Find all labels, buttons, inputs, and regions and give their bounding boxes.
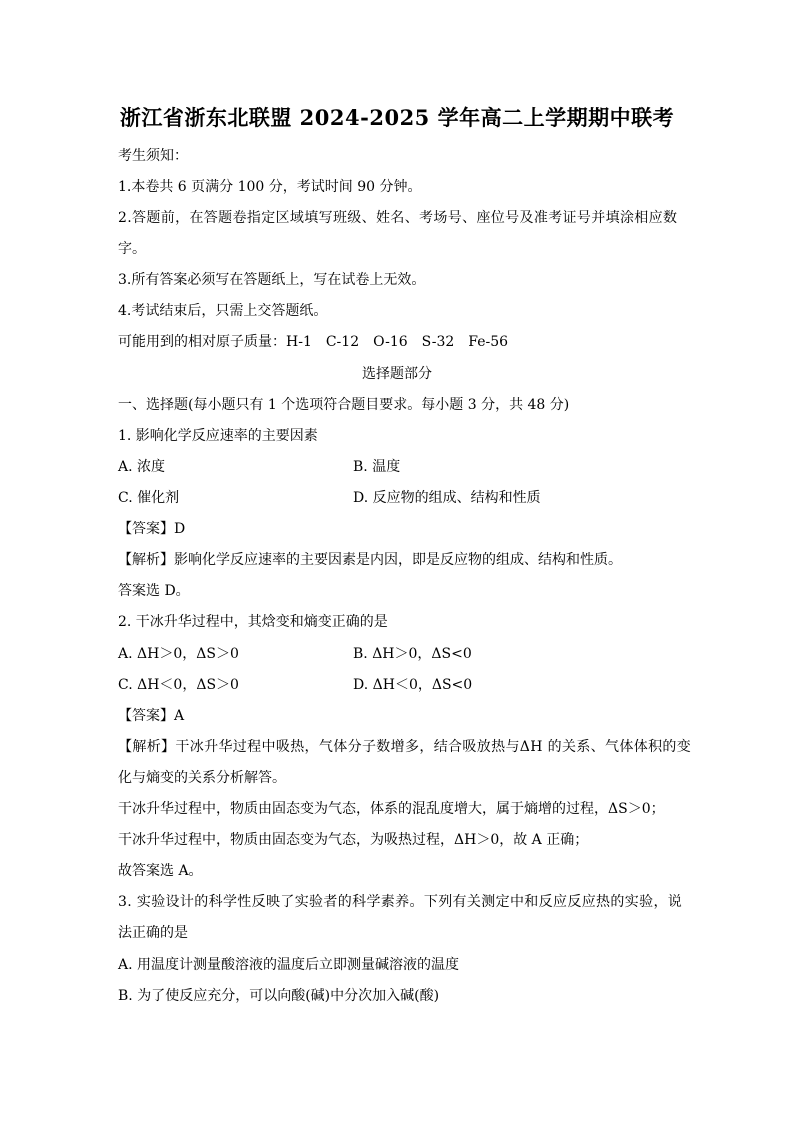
part-heading: 一、选择题(每小题只有 1 个选项符合题目要求。每小题 3 分，共 48 分): [118, 397, 570, 413]
q2-option-c: C. ΔH＜0，ΔS＞0: [118, 677, 239, 693]
q2-analysis-line-2: 化与熵变的关系分析解答。: [118, 770, 286, 786]
atomic-mass-line: 可能用到的相对原子质量：H-1 C-12 O-16 S-32 Fe-56: [118, 334, 509, 350]
notice-heading: 考生须知：: [118, 148, 188, 164]
q1-answer: 【答案】D: [118, 521, 186, 537]
q2-option-a: A. ΔH＞0，ΔS＞0: [118, 646, 239, 662]
notice-item-4: 4.考试结束后，只需上交答题纸。: [118, 303, 328, 319]
q3-option-a: A. 用温度计测量酸溶液的温度后立即测量碱溶液的温度: [118, 957, 460, 973]
notice-item-2-line-2: 字。: [118, 241, 146, 257]
q1-conclusion: 答案选 D。: [118, 583, 190, 599]
q2-conclusion: 故答案选 A。: [118, 863, 203, 879]
q1-stem: 1. 影响化学反应速率的主要因素: [118, 428, 318, 444]
exam-title: 浙江省浙东北联盟 2024-2025 学年高二上学期期中联考: [119, 105, 675, 130]
q3-stem-line-1: 3. 实验设计的科学性反映了实验者的科学素养。下列有关测定中和反应反应热的实验，说: [118, 894, 683, 910]
q1-option-c: C. 催化剂: [118, 490, 180, 506]
q3-option-b: B. 为了使反应充分，可以向酸(碱)中分次加入碱(酸): [118, 988, 440, 1004]
notice-item-3: 3.所有答案必须写在答题纸上，写在试卷上无效。: [118, 272, 426, 288]
notice-item-1: 1.本卷共 6 页满分 100 分，考试时间 90 分钟。: [118, 179, 422, 195]
q1-option-d: D. 反应物的组成、结构和性质: [353, 490, 541, 506]
notice-item-2-line-1: 2.答题前，在答题卷指定区域填写班级、姓名、考场号、座位号及准考证号并填涂相应数: [118, 210, 678, 226]
section-title: 选择题部分: [362, 366, 432, 382]
q1-option-a: A. 浓度: [118, 459, 166, 475]
q1-analysis: 【解析】影响化学反应速率的主要因素是内因，即是反应物的组成、结构和性质。: [118, 552, 622, 568]
q2-answer: 【答案】A: [118, 708, 185, 724]
q1-option-b: B. 温度: [353, 459, 401, 475]
q2-detail-1: 干冰升华过程中，物质由固态变为气态，体系的混乱度增大，属于熵增的过程，ΔS＞0；: [118, 801, 665, 817]
q2-option-d: D. ΔH＜0，ΔS<0: [353, 677, 473, 693]
q2-detail-2: 干冰升华过程中，物质由固态变为气态，为吸热过程，ΔH＞0，故 A 正确；: [118, 832, 589, 848]
q2-option-b: B. ΔH＞0，ΔS<0: [353, 646, 472, 662]
q2-analysis-line-1: 【解析】干冰升华过程中吸热，气体分子数增多，结合吸放热与ΔH 的关系、气体体积的变: [118, 739, 692, 755]
q3-stem-line-2: 法正确的是: [118, 925, 188, 941]
q2-stem: 2. 干冰升华过程中，其焓变和熵变正确的是: [118, 614, 388, 630]
